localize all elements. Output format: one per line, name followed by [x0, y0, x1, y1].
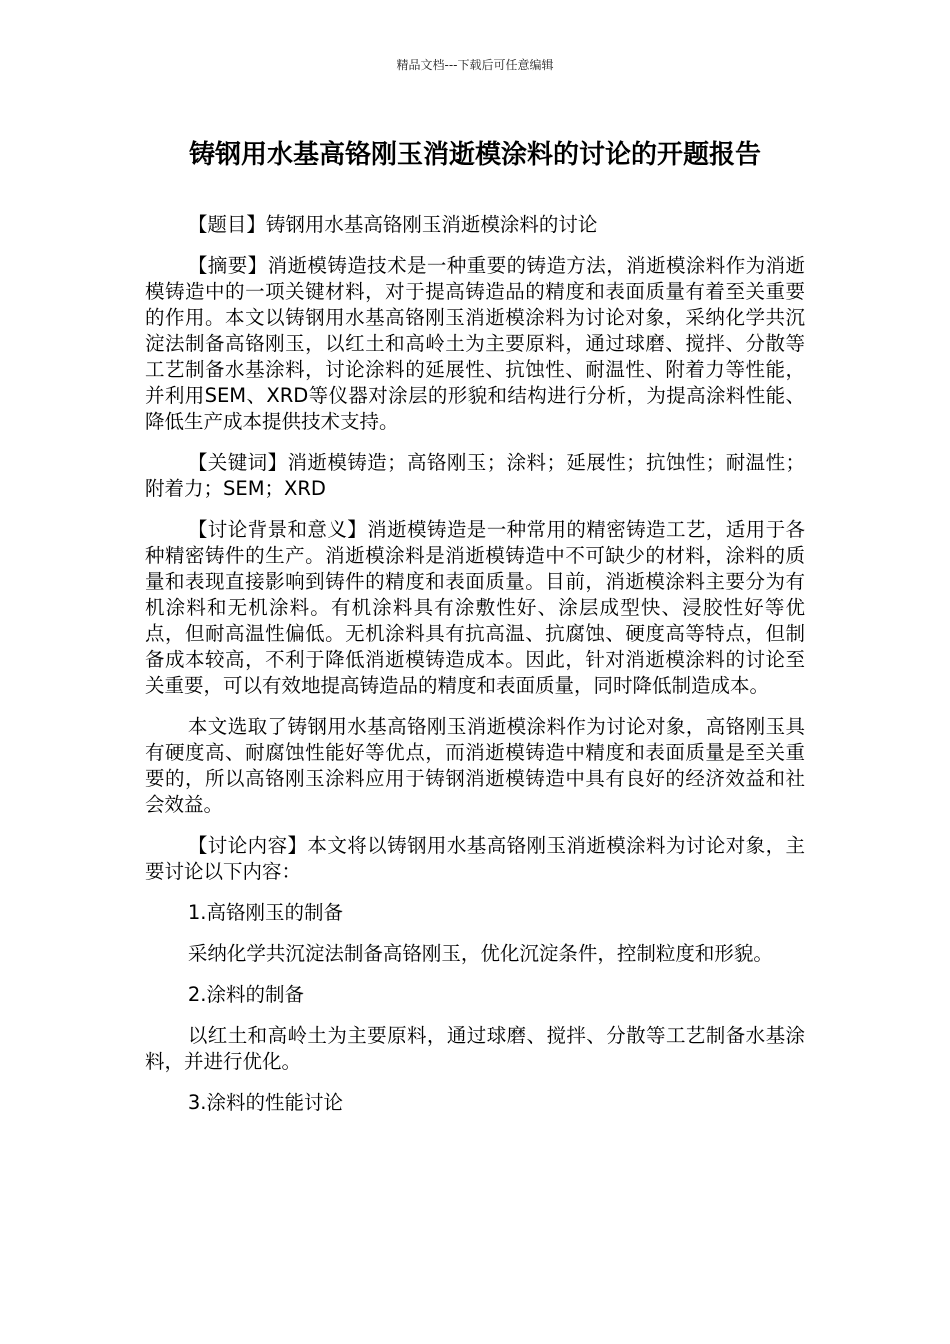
page-header: 精品文档---下载后可任意编辑 — [396, 58, 554, 72]
section-heading-1: 1.高铬刚玉的制备 — [187, 901, 343, 924]
document-title: 铸钢用水基高铬刚玉消逝模涂料的讨论的开题报告 — [188, 140, 761, 170]
paragraph-abstract: 【摘要】消逝模铸造技术是一种重要的铸造方法，消逝模涂料作为消逝模铸造中的一项关键材料，对于提高铸造品的精度和表面质量有着至关重要的作用。本文以铸钢用水基高铬刚玉消逝模涂料为讨论对象，采纳化学共沉淀法制备高铬刚玉，以红土和高岭土为主要原料，通过球磨、搅拌、分散等工艺制备水基涂料，讨论涂料的延展性、抗蚀性、耐温性、附着力等性能，并利用SEM、XRD等仪器对涂层的形貌和结构进行分析，为提高涂料性能、降低生产成本提供技术支持。 — [145, 254, 805, 433]
section-heading-3: 3.涂料的性能讨论 — [187, 1091, 343, 1114]
document-body — [145, 212, 805, 1131]
paragraph-content-intro: 【讨论内容】本文将以铸钢用水基高铬刚玉消逝模涂料为讨论对象，主要讨论以下内容： — [145, 834, 805, 883]
section-body-1: 采纳化学共沉淀法制备高铬刚玉，优化沉淀条件，控制粒度和形貌。 — [187, 942, 773, 965]
section-heading-2: 2.涂料的制备 — [187, 983, 304, 1006]
paragraph-topic: 【题目】铸钢用水基高铬刚玉消逝模涂料的讨论 — [187, 213, 598, 236]
paragraph-background: 【讨论背景和意义】消逝模铸造是一种常用的精密铸造工艺，适用于各种精密铸件的生产。消逝模涂料是消逝模铸造中不可缺少的材料，涂料的质量和表现直接影响到铸件的精度和表面质量。目前，消逝模涂料主要分为有机涂料和无机涂料。有机涂料具有涂敷性好、涂层成型快、浸胶性好等优点，但耐高温性偏低。无机涂料具有抗高温、抗腐蚀、硬度高等特点，但制备成本较高，不利于降低消逝模铸造成本。因此，针对消逝模涂料的讨论至关重要，可以有效地提高铸造品的精度和表面质量，同时降低制造成本。 — [145, 518, 805, 697]
section-body-2: 以红土和高岭土为主要原料，通过球磨、搅拌、分散等工艺制备水基涂料，并进行优化。 — [145, 1024, 805, 1073]
paragraph-selection: 本文选取了铸钢用水基高铬刚玉消逝模涂料作为讨论对象，高铬刚玉具有硬度高、耐腐蚀性能好等优点，而消逝模铸造中精度和表面质量是至关重要的，所以高铬刚玉涂料应用于铸钢消逝模铸造中具有良好的经济效益和社会效益。 — [145, 715, 805, 816]
paragraph-keywords: 【关键词】消逝模铸造；高铬刚玉；涂料；延展性；抗蚀性；耐温性；附着力；SEM；XRD — [145, 451, 805, 500]
